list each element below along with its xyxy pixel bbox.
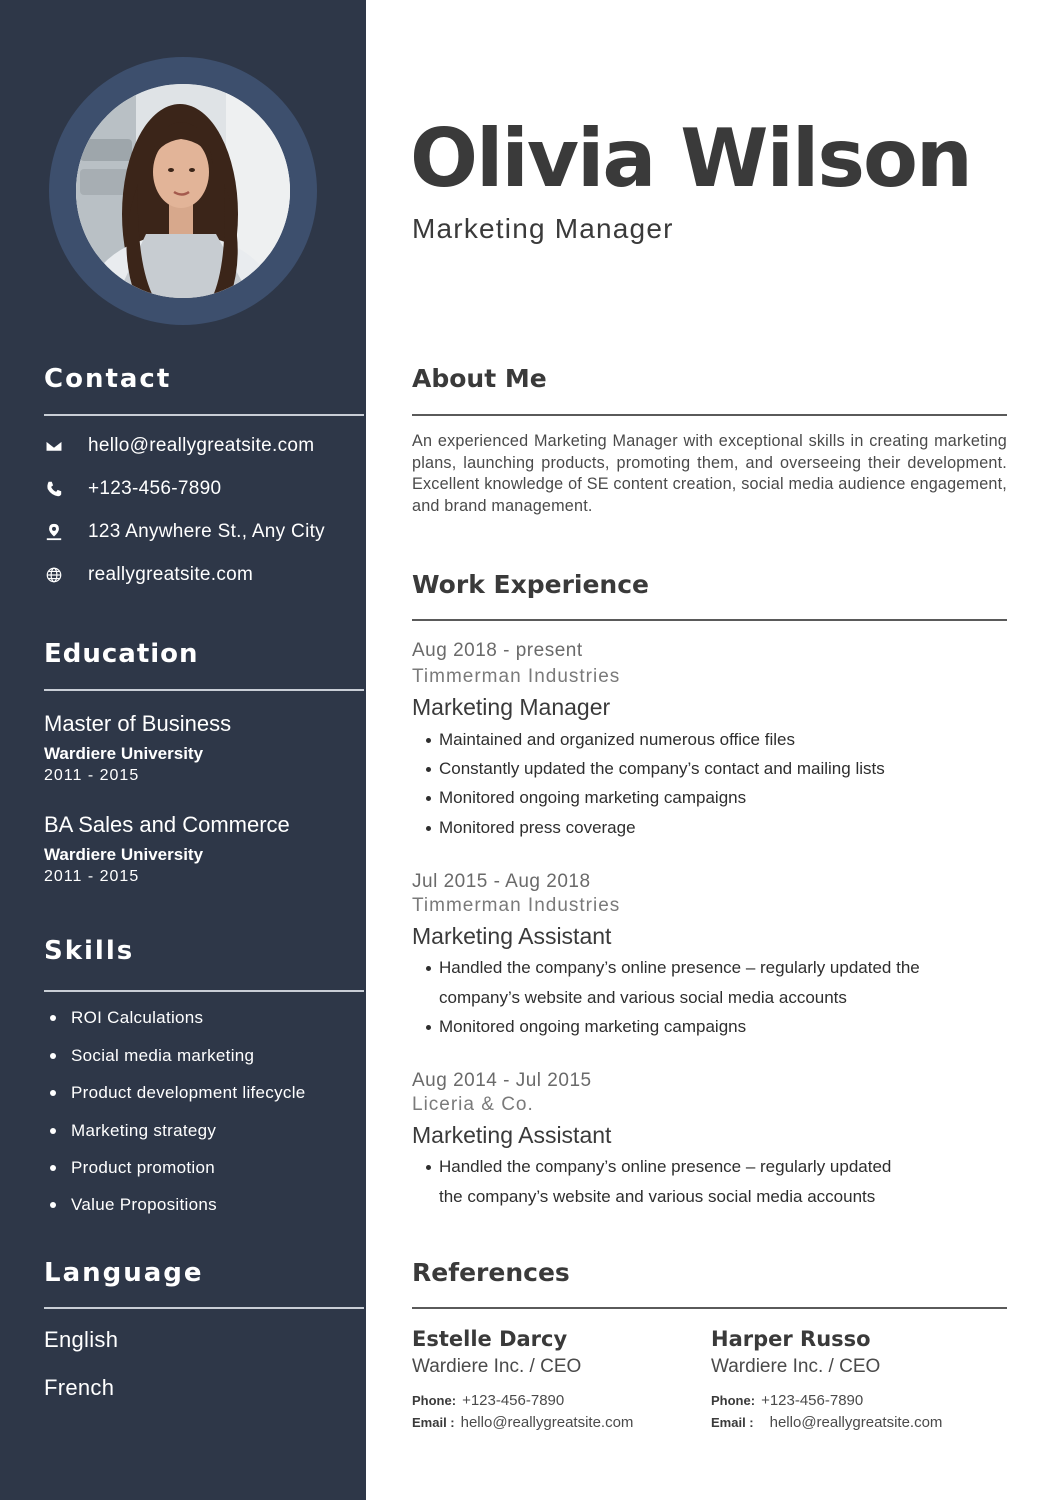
references-divider: [412, 1307, 1007, 1309]
reference-phone: [711, 1392, 863, 1409]
reference-email-value: hello@reallygreatsite.com: [769, 1414, 943, 1431]
job-bullet: [426, 1017, 746, 1037]
references-heading: References: [412, 1258, 570, 1287]
skill-label: ROI Calculations: [71, 1008, 204, 1027]
email-label: Email :: [711, 1415, 754, 1430]
phone-label: Phone:: [711, 1393, 756, 1408]
about-heading: About Me: [412, 364, 547, 393]
bullet-dot: [50, 1015, 56, 1021]
job-company: Timmerman Industries: [412, 666, 621, 687]
bullet-dot: [426, 826, 431, 831]
bullet-dot: [426, 1025, 431, 1030]
profile-photo: [76, 84, 290, 298]
language-item: English: [44, 1327, 119, 1352]
contact-phone-text: +123-456-7890: [88, 478, 222, 499]
job-bullet-text: Maintained and organized numerous office files: [439, 730, 795, 749]
education-school: Wardiere University: [44, 744, 204, 763]
skills-divider: [44, 990, 364, 992]
job-bullet: [426, 1157, 891, 1177]
skill-item: [50, 1195, 217, 1215]
bullet-dot: [426, 796, 431, 801]
job-dates: Aug 2014 - Jul 2015: [412, 1070, 592, 1091]
contact-divider: [44, 414, 364, 416]
bullet-dot: [426, 767, 431, 772]
education-years: 2011 - 2015: [44, 868, 140, 885]
reference-email: [711, 1414, 942, 1431]
bullet-dot: [50, 1165, 56, 1171]
location-pin-icon: [44, 522, 64, 542]
job-bullet-text: Handled the company’s online presence – regularly updated: [439, 1157, 892, 1176]
language-divider: [44, 1307, 364, 1309]
job-company: Liceria & Co.: [412, 1094, 534, 1115]
skill-item: [50, 1083, 306, 1103]
reference-email: [412, 1414, 633, 1431]
skill-label: Product development lifecycle: [71, 1083, 306, 1102]
job-bullet-text: Monitored ongoing marketing campaigns: [439, 788, 747, 807]
reference-company: Wardiere Inc. / CEO: [711, 1356, 881, 1377]
globe-icon: [44, 565, 64, 585]
job-company: Timmerman Industries: [412, 895, 621, 916]
bullet-dot: [50, 1128, 56, 1134]
bullet-dot: [426, 966, 431, 971]
reference-email-value: hello@reallygreatsite.com: [460, 1414, 634, 1431]
job-bullet: [426, 818, 636, 838]
job-bullet: [426, 788, 746, 808]
portrait-image: [76, 84, 290, 298]
contact-email-text: hello@reallygreatsite.com: [88, 435, 315, 456]
contact-phone[interactable]: [44, 477, 222, 501]
about-divider: [412, 414, 1007, 416]
job-bullet-text: Monitored press coverage: [439, 818, 636, 837]
job-bullet-text: Handled the company’s online presence – regularly updated the: [439, 958, 920, 977]
education-heading: Education: [44, 639, 199, 669]
job-dates: Jul 2015 - Aug 2018: [412, 871, 591, 892]
job-bullet-text: Constantly updated the company’s contact and mailing lists: [439, 759, 885, 778]
bullet-dot: [426, 738, 431, 743]
job-title: Marketing Assistant: [412, 923, 612, 949]
skill-label: Marketing strategy: [71, 1121, 217, 1140]
reference-name: Harper Russo: [711, 1327, 871, 1351]
reference-phone-value: +123-456-7890: [761, 1392, 864, 1409]
job-title: Marketing Assistant: [412, 1122, 612, 1148]
skill-label: Social media marketing: [71, 1046, 255, 1065]
skill-item: [50, 1158, 215, 1178]
contact-website[interactable]: [44, 563, 254, 587]
job-title: Marketing Manager: [412, 694, 611, 720]
education-degree: Master of Business: [44, 711, 232, 736]
skill-item: [50, 1008, 203, 1028]
skill-item: [50, 1046, 254, 1066]
contact-address: [44, 520, 325, 544]
skills-heading: Skills: [44, 936, 135, 966]
language-item: French: [44, 1375, 115, 1400]
education-years: 2011 - 2015: [44, 767, 140, 784]
phone-label: Phone:: [412, 1393, 457, 1408]
person-role: Marketing Manager: [412, 213, 674, 244]
reference-phone-value: +123-456-7890: [462, 1392, 565, 1409]
skill-label: Product promotion: [71, 1158, 216, 1177]
contact-address-text: 123 Anywhere St., Any City: [88, 521, 325, 542]
contact-heading: Contact: [44, 364, 172, 394]
job-bullet-continuation: company’s website and various social media accounts: [439, 988, 847, 1007]
job-bullet-continuation: the company’s website and various social media accounts: [439, 1187, 876, 1206]
envelope-icon: [44, 436, 64, 456]
education-school: Wardiere University: [44, 845, 204, 864]
sidebar: [0, 0, 366, 1500]
bullet-dot: [50, 1090, 56, 1096]
job-bullet: [426, 730, 795, 750]
work-divider: [412, 619, 1007, 621]
bullet-dot: [50, 1053, 56, 1059]
skill-item: [50, 1121, 216, 1141]
job-dates: Aug 2018 - present: [412, 640, 583, 661]
job-bullet: [426, 759, 885, 779]
skill-label: Value Propositions: [71, 1195, 217, 1214]
bullet-dot: [50, 1202, 56, 1208]
contact-website-text: reallygreatsite.com: [88, 564, 254, 585]
about-text: An experienced Marketing Manager with exceptional skills in creating marketing plans, launching products, promoting them, and overseeing their development. Excellent knowledge of SE content creation, social media audience engagement, and brand management.: [412, 432, 1007, 515]
phone-icon: [44, 479, 64, 499]
reference-company: Wardiere Inc. / CEO: [412, 1356, 582, 1377]
contact-email[interactable]: [44, 434, 315, 458]
education-degree: BA Sales and Commerce: [44, 812, 290, 837]
email-label: Email :: [412, 1415, 455, 1430]
job-bullet-text: Monitored ongoing marketing campaigns: [439, 1017, 747, 1036]
work-heading: Work Experience: [412, 570, 649, 599]
reference-phone: [412, 1392, 564, 1409]
language-heading: Language: [44, 1258, 204, 1288]
education-divider: [44, 689, 364, 691]
bullet-dot: [426, 1165, 431, 1170]
reference-name: Estelle Darcy: [412, 1327, 568, 1351]
job-bullet: [426, 958, 920, 978]
person-name: Olivia Wilson: [410, 112, 971, 205]
